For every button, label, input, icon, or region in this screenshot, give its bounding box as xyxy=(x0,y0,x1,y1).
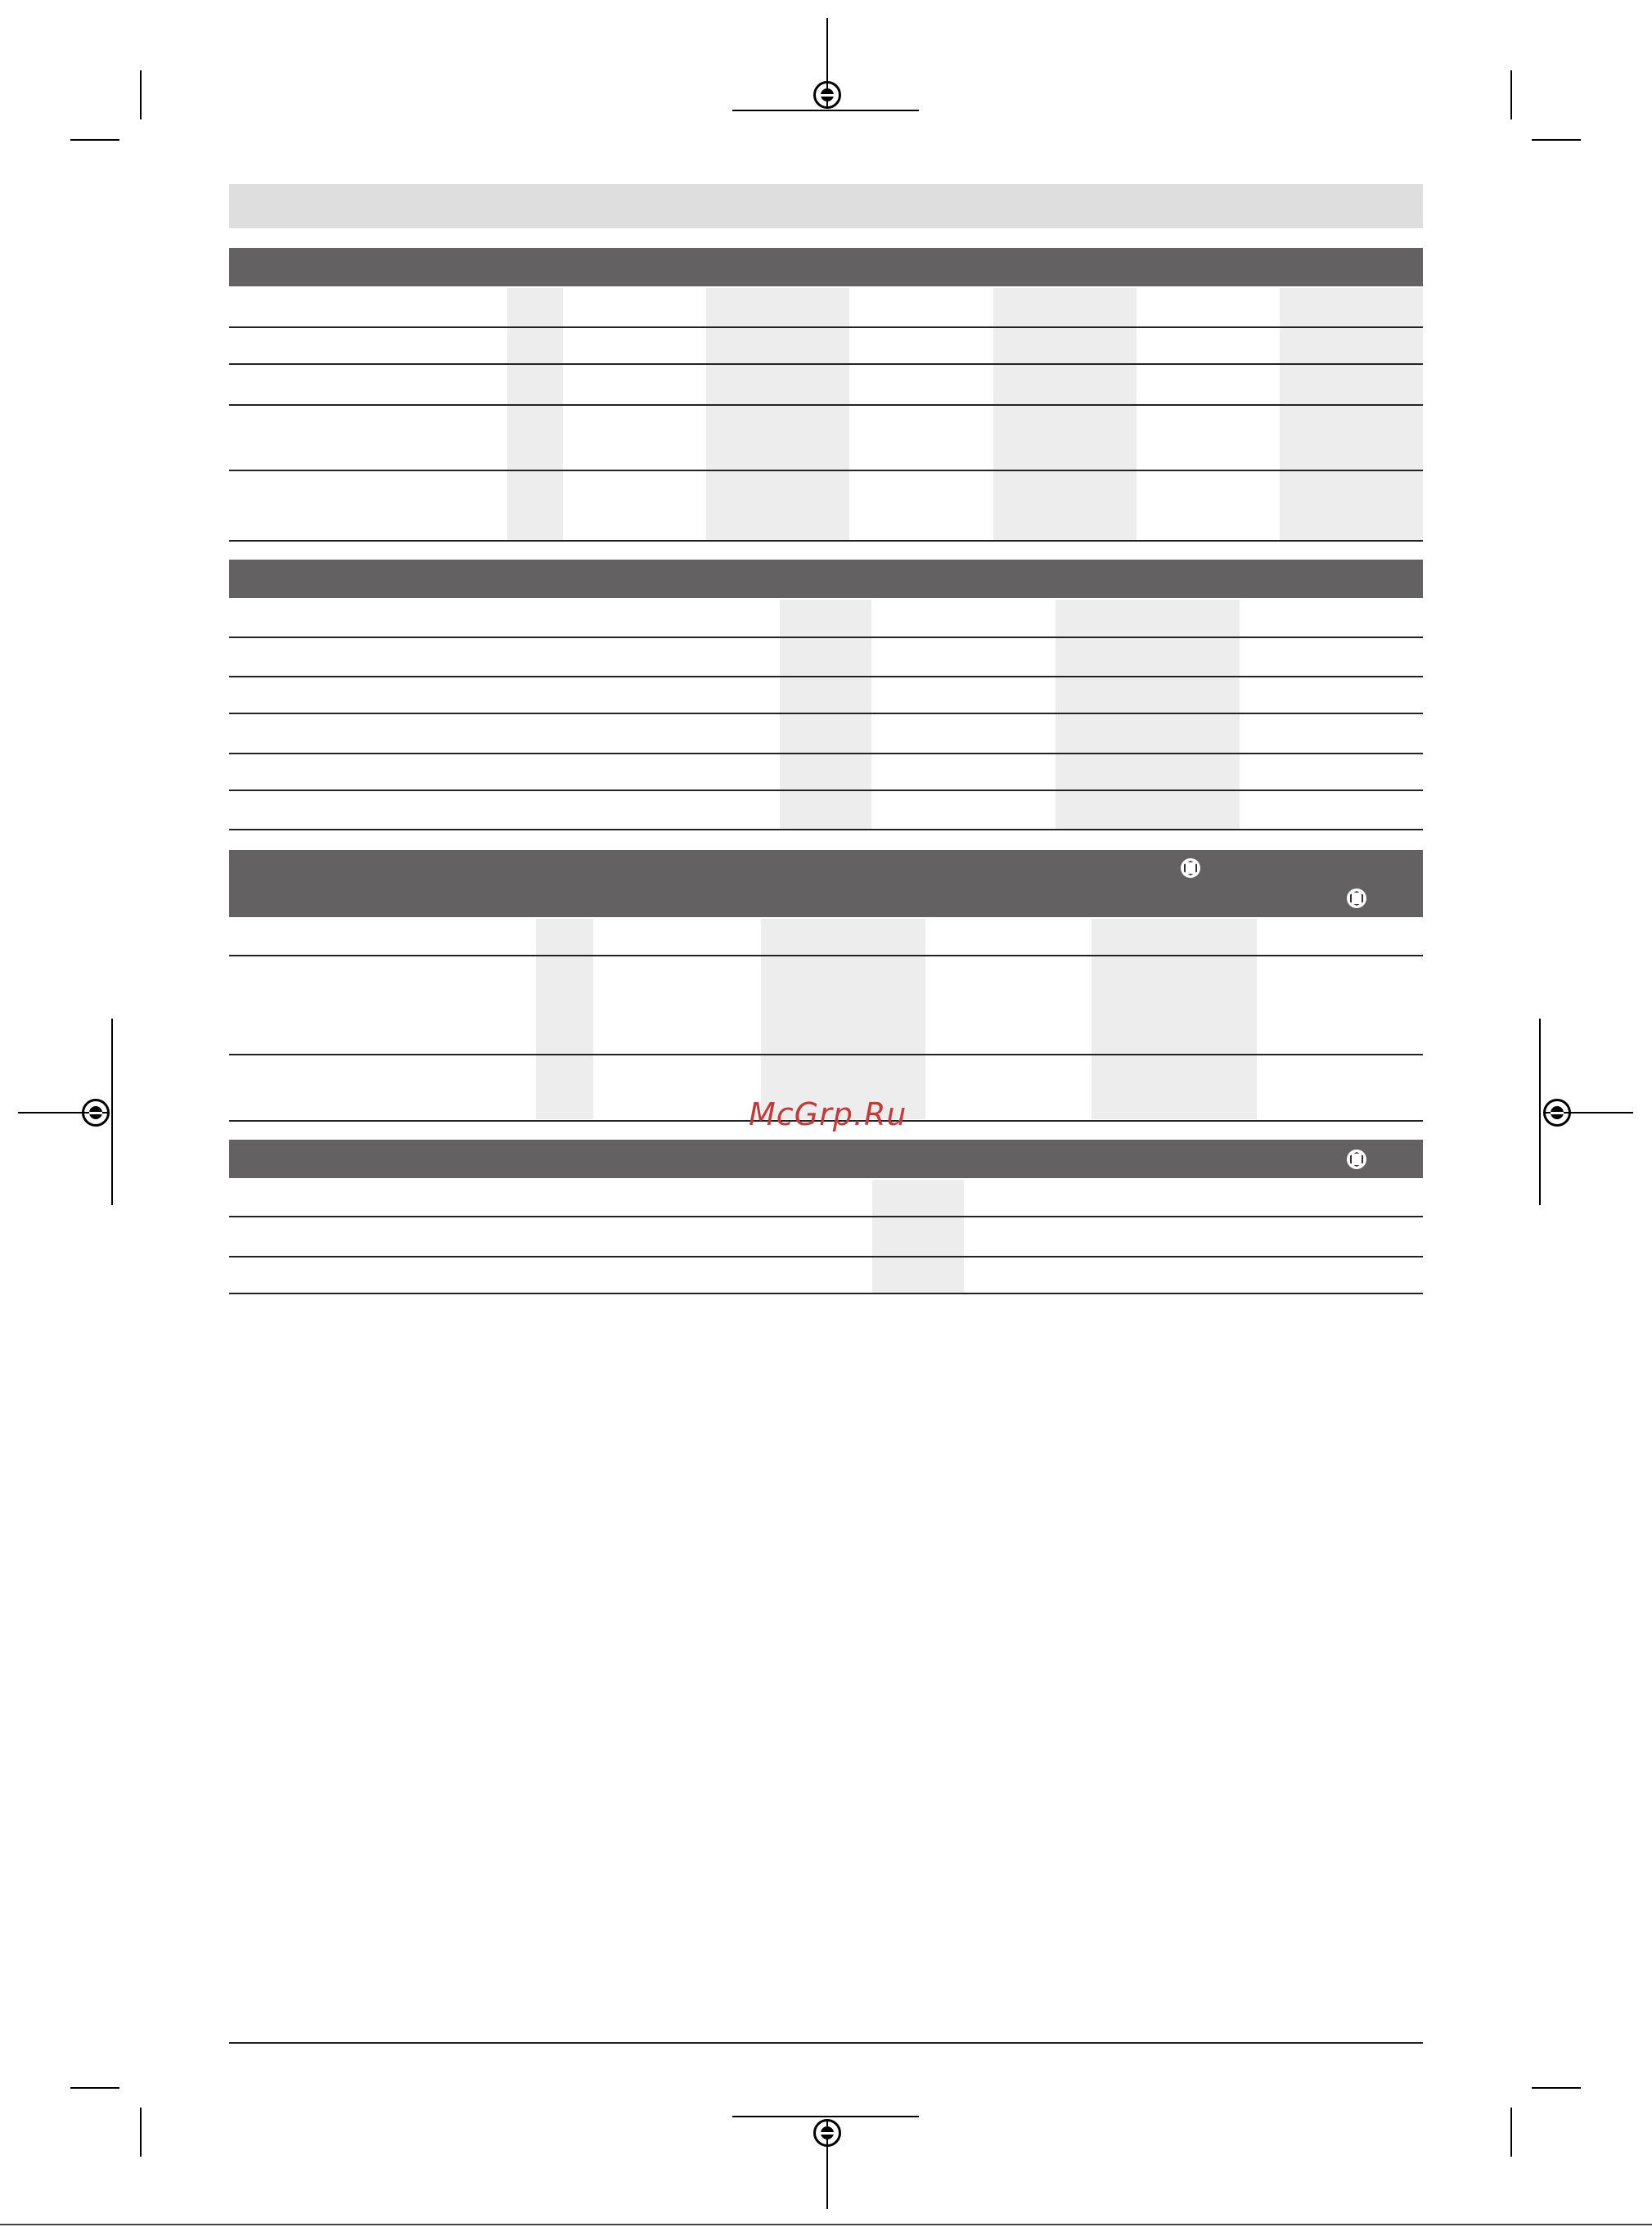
crop-line-left-v xyxy=(111,1019,113,1205)
table-2-row-rule xyxy=(229,637,1423,638)
crop-line-top-left-v xyxy=(140,70,142,119)
table-1-header xyxy=(229,248,1423,286)
registration-mark-icon xyxy=(1543,1099,1571,1127)
table-1-row-rule xyxy=(229,404,1423,406)
table-3-row-rule xyxy=(229,1054,1423,1055)
table-2-shade-col xyxy=(1056,600,1240,830)
crop-line-bottom-right-h xyxy=(1532,2087,1581,2089)
crop-line-bottom-horizontal xyxy=(732,2116,919,2117)
table-2-row-rule xyxy=(229,790,1423,791)
table-3-row-rule xyxy=(229,955,1423,956)
table-2-row-rule xyxy=(229,753,1423,754)
hex-bit-icon xyxy=(1347,1149,1366,1169)
table-4-row-rule xyxy=(229,1293,1423,1294)
crop-line-bottom-left-v xyxy=(140,2108,142,2157)
crop-line-bottom-left-h xyxy=(70,2087,119,2089)
page-bottom-edge xyxy=(0,2224,1652,2225)
crop-line-top-right-h xyxy=(1532,139,1581,141)
hex-bit-icon xyxy=(1181,858,1200,878)
registration-mark-icon xyxy=(813,2119,841,2147)
crop-line-top-left-h xyxy=(70,139,119,141)
registration-mark-icon xyxy=(82,1099,110,1127)
table-1-row-rule xyxy=(229,470,1423,471)
footer-rule xyxy=(229,2042,1423,2044)
table-1-row-rule xyxy=(229,540,1423,542)
registration-mark-icon xyxy=(813,81,841,109)
table-2-shade-col xyxy=(780,600,871,830)
table-4-row-rule xyxy=(229,1216,1423,1217)
table-1-row-rule xyxy=(229,326,1423,328)
table-2-row-rule xyxy=(229,676,1423,677)
crop-line-top-right-v xyxy=(1510,70,1512,119)
table-2-row-rule xyxy=(229,713,1423,714)
crop-line-right-v xyxy=(1539,1019,1541,1205)
table-3-header xyxy=(229,850,1423,917)
table-4-header xyxy=(229,1140,1423,1178)
table-3-shade-col xyxy=(1092,919,1257,1119)
title-band xyxy=(229,184,1423,228)
hex-bit-icon xyxy=(1347,889,1366,908)
table-3-shade-col xyxy=(761,919,925,1119)
table-3-shade-col xyxy=(536,919,593,1119)
table-4-row-rule xyxy=(229,1256,1423,1257)
table-2-row-rule xyxy=(229,829,1423,830)
crop-line-bottom-right-v xyxy=(1510,2108,1512,2157)
table-4-shade-col xyxy=(872,1180,964,1293)
crop-line-top-horizontal xyxy=(732,110,919,111)
table-1-row-rule xyxy=(229,363,1423,365)
table-2-header xyxy=(229,560,1423,598)
watermark-text: McGrp.Ru xyxy=(749,1096,907,1132)
